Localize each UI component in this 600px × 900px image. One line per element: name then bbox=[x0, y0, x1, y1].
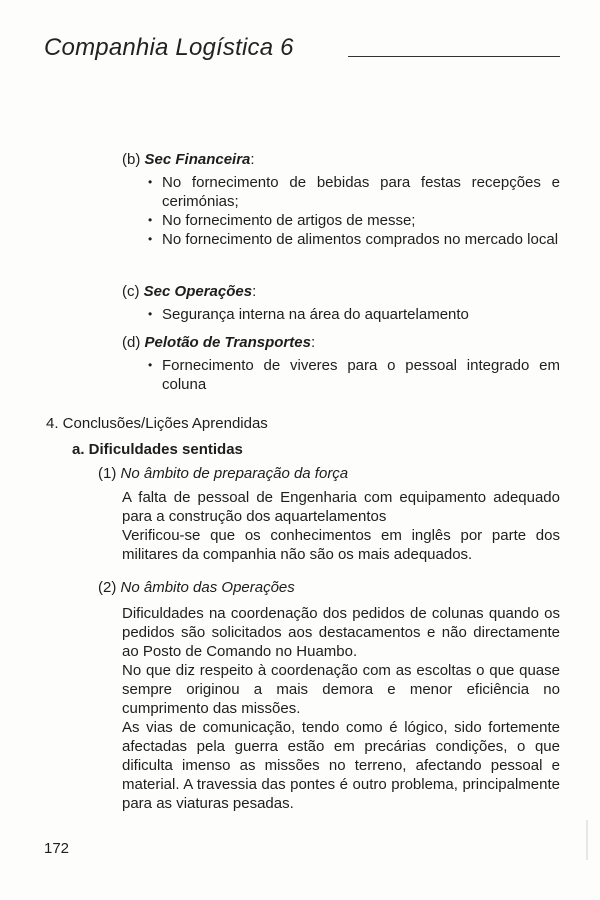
section-b-list bbox=[148, 173, 560, 249]
section-c bbox=[122, 282, 560, 324]
item-2-paragraph: Dificuldades na coordenação dos pedidos de colunas quando os pedidos são solicitados aos destacamentos e não directamente ao Posto de Comando no Huambo. bbox=[122, 605, 560, 660]
item-2-body bbox=[122, 604, 560, 813]
section-b-title: Sec Financeira bbox=[144, 151, 251, 168]
list-item: • No fornecimento de artigos de messe; bbox=[148, 211, 560, 230]
section-b bbox=[122, 150, 560, 249]
list-item: • No fornecimento de bebidas para festas recepções e cerimónias; bbox=[148, 173, 560, 211]
list-item: • Fornecimento de viveres para o pessoal integrado em coluna bbox=[148, 356, 560, 394]
page-number: 172 bbox=[44, 840, 70, 857]
section-d bbox=[122, 333, 560, 394]
item-2-marker: (2) bbox=[98, 579, 117, 596]
page-edge-shadow bbox=[586, 820, 588, 860]
difficulties-heading: a. Dificuldades sentidas bbox=[72, 441, 243, 458]
item-1-marker: (1) bbox=[98, 465, 117, 482]
section-d-suffix: : bbox=[310, 334, 316, 351]
section-d-title: Pelotão de Transportes bbox=[144, 334, 311, 351]
section-d-list bbox=[148, 356, 560, 394]
section-c-suffix: : bbox=[252, 283, 257, 300]
section-b-suffix: : bbox=[250, 151, 255, 168]
item-1-body bbox=[122, 488, 560, 564]
item-1-title: No âmbito de preparação da força bbox=[120, 465, 349, 482]
item-1-heading bbox=[98, 464, 560, 483]
item-1-paragraph: Verificou-se que os conhecimentos em inglês por parte dos militares da companhia não são os mais adequados. bbox=[122, 527, 560, 563]
section-b-marker: (b) bbox=[122, 151, 141, 168]
section-d-marker: (d) bbox=[122, 334, 141, 351]
list-item: • No fornecimento de alimentos comprados no mercado local bbox=[148, 230, 560, 249]
item-2-title: No âmbito das Operações bbox=[120, 579, 295, 596]
conclusions-heading: 4. Conclusões/Lições Aprendidas bbox=[46, 415, 268, 432]
item-2-paragraph: No que diz respeito à coordenação com as escoltas o que quase sempre originou a mais demora e menor eficiência no cumprimento das missões. bbox=[122, 662, 560, 717]
page-title: Companhia Logística 6 bbox=[44, 34, 294, 61]
item-1-paragraph: A falta de pessoal de Engenharia com equipamento adequado para a construção dos aquartelamentos bbox=[122, 489, 560, 525]
section-c-marker: (c) bbox=[122, 283, 140, 300]
section-c-heading bbox=[122, 282, 560, 301]
header-rule bbox=[348, 56, 560, 57]
item-2-heading bbox=[98, 578, 560, 597]
section-c-list bbox=[148, 305, 560, 324]
section-d-heading bbox=[122, 333, 560, 352]
item-2-paragraph: As vias de comunicação, tendo como é lógico, sido fortemente afectadas pela guerra estão em precárias condições, o que dificulta imenso as missões no terreno, afectando pessoal e material. A travessia das pontes é outro problema, principalmente para as viaturas pesadas. bbox=[122, 719, 560, 812]
section-c-title: Sec Operações bbox=[143, 283, 253, 300]
list-item: • Segurança interna na área do aquartelamento bbox=[148, 305, 560, 324]
section-b-heading bbox=[122, 150, 560, 169]
